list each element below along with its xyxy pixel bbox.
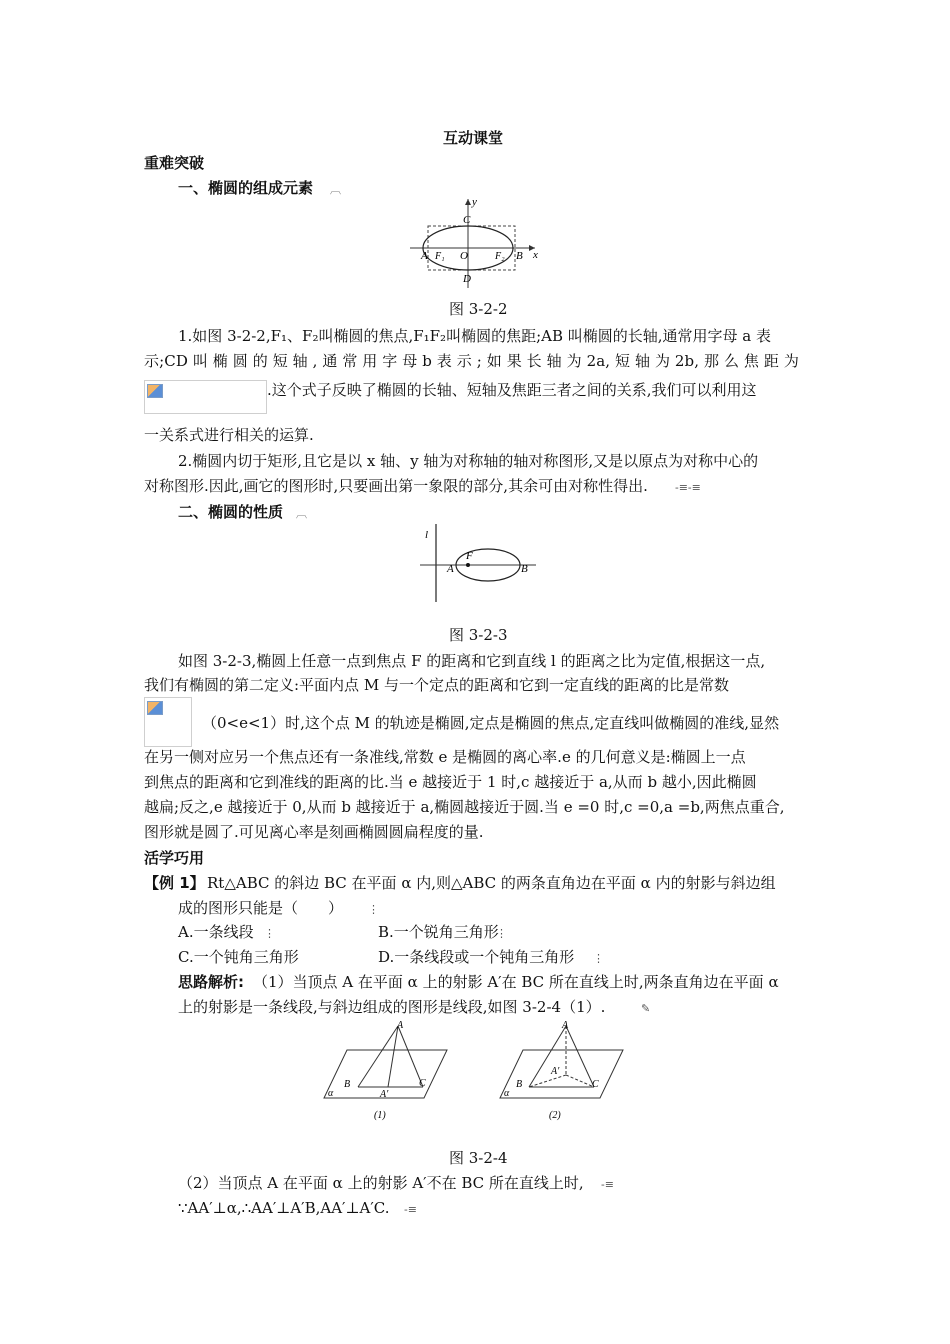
figure-caption-3-2-2: 图 3-2-2 — [449, 300, 508, 318]
fig2-label-l: l — [425, 529, 429, 541]
fig3a-label-alpha: α — [328, 1088, 334, 1099]
fig3b-label-a1: A′ — [551, 1066, 560, 1077]
paragraph-3-line-3: （0<e<1）时,这个点 M 的轨迹是椭圆,定点是椭圆的焦点,定直线叫做椭圆的准线,显然 — [202, 714, 780, 732]
paragraph-2-line-2: 对称图形.因此,画它的图形时,只要画出第一象限的部分,其余可由对称性得出. — [144, 477, 648, 495]
section-heading: 重难突破 — [144, 154, 205, 172]
analysis-line-1: （1）当顶点 A 在平面 α 上的射影 A′在 BC 所在直线上时,两条直角边在平面 α — [253, 973, 779, 991]
paragraph-mark-icon: -≡-≡ — [675, 481, 701, 494]
paragraph-mark-icon: -≡ — [404, 1203, 417, 1216]
fig1-label-y: y — [472, 196, 477, 208]
fig3a-label-b: B — [344, 1079, 351, 1090]
fig3b-label-b: B — [516, 1079, 523, 1090]
paragraph-mark-icon: ⋮ — [264, 927, 275, 940]
paragraph-1-line-4: 一关系式进行相关的运算. — [144, 426, 314, 444]
broken-image-icon — [147, 384, 163, 398]
example-1-tag: 【例 1】 — [144, 874, 205, 892]
example-1-line-1: Rt△ABC 的斜边 BC 在平面 α 内,则△ABC 的两条直角边在平面 α 内的射影与斜边组 — [207, 874, 776, 892]
paragraph-mark-icon: ︹ — [296, 507, 307, 520]
broken-image-icon — [147, 701, 163, 715]
fig1-label-x: x — [533, 249, 538, 261]
fig3b-sublabel: (2) — [549, 1110, 561, 1121]
fig1-label-a: A — [421, 250, 428, 262]
fig3b-label-a: A — [562, 1020, 569, 1031]
paragraph-4-line-2: ∵AA′⊥α,∴AA′⊥A′B,AA′⊥A′C. — [178, 1199, 390, 1217]
paragraph-mark-icon: ︹ — [330, 183, 341, 196]
paragraph-mark-icon: ✎ — [641, 1002, 651, 1015]
figure-caption-3-2-3: 图 3-2-3 — [449, 626, 508, 644]
figure-caption-3-2-4: 图 3-2-4 — [449, 1149, 508, 1167]
ellipse-figure-3-2-2 — [405, 193, 545, 293]
analysis-label: 思路解析: — [178, 973, 244, 991]
paragraph-3-line-4: 在另一侧对应另一个焦点还有一条准线,常数 e 是椭圆的离心率.e 的几何意义是:椭圆上一点 — [144, 748, 746, 766]
paragraph-3-line-2: 我们有椭圆的第二定义:平面内点 M 与一个定点的距离和它到一定直线的距离的比是常数 — [144, 676, 729, 694]
subsection-heading-1: 一、椭圆的组成元素 — [178, 179, 314, 197]
analysis-line-2: 上的射影是一条线段,与斜边组成的图形是线段,如图 3-2-4（1）. — [178, 998, 606, 1016]
option-d: D.一条线段或一个钝角三角形 — [378, 948, 575, 966]
fig2-label-f: F — [466, 550, 473, 562]
paragraph-mark-icon: ⋮ — [593, 952, 604, 965]
section-heading-practice: 活学巧用 — [144, 849, 205, 867]
fig1-label-f1: F₁ — [435, 251, 445, 262]
paragraph-1-line-1: 1.如图 3-2-2,F₁、F₂叫椭圆的焦点,F₁F₂叫椭圆的焦距;AB 叫椭圆的长轴,通常用字母 a 表 — [178, 327, 771, 345]
paragraph-mark-icon: -≡ — [601, 1178, 614, 1191]
paragraph-4-line-1: （2）当顶点 A 在平面 α 上的射影 A′不在 BC 所在直线上时, — [178, 1174, 584, 1192]
fig3a-label-a1: A′ — [380, 1089, 389, 1100]
fig3b-label-c: C — [592, 1079, 599, 1090]
paragraph-2-line-1: 2.椭圆内切于矩形,且它是以 x 轴、y 轴为对称轴的轴对称图形,又是以原点为对称中心的 — [178, 452, 759, 470]
fig3a-sublabel: (1) — [374, 1110, 386, 1121]
subsection-heading-2: 二、椭圆的性质 — [178, 503, 284, 521]
option-c: C.一个钝角三角形 — [178, 948, 299, 966]
fig1-label-o: O — [460, 250, 468, 262]
option-a: A.一条线段 — [178, 923, 254, 941]
fig3b-label-alpha: α — [504, 1088, 510, 1099]
fig3a-label-c: C — [419, 1078, 426, 1089]
paragraph-mark-icon: ⋮ — [496, 927, 507, 940]
paragraph-mark-icon: ⋮ — [368, 903, 379, 916]
projection-figure-2 — [496, 1018, 628, 1126]
paragraph-3-line-1: 如图 3-2-3,椭圆上任意一点到焦点 F 的距离和它到直线 l 的距离之比为定值,根据这一点, — [178, 652, 766, 670]
paragraph-1-line-2: 示;CD 叫 椭 圆 的 短 轴 , 通 常 用 字 母 b 表 示 ; 如 果 长 轴 为 2a, 短 轴 为 2b, 那 么 焦 距 为 — [144, 352, 799, 370]
paragraph-3-line-5: 到焦点的距离和它到准线的距离的比.当 e 越接近于 1 时,c 越接近于 a,从而 b 越小,因此椭圆 — [144, 773, 757, 791]
fig1-label-b: B — [516, 250, 523, 262]
example-1-line-2: 成的图形只能是（ ） — [178, 899, 344, 917]
ellipse-figure-3-2-3 — [418, 522, 538, 604]
formula-image-placeholder — [144, 697, 192, 747]
fig3a-label-a: A — [397, 1020, 404, 1031]
page-title: 互动课堂 — [443, 129, 504, 147]
fig2-label-b: B — [521, 563, 528, 575]
projection-figure-1 — [320, 1018, 450, 1126]
fig1-label-f2: F₂ — [495, 251, 505, 262]
formula-image-placeholder — [144, 380, 267, 414]
paragraph-3-line-7: 图形就是圆了.可见离心率是刻画椭圆圆扁程度的量. — [144, 823, 484, 841]
fig2-label-a: A — [447, 563, 454, 575]
paragraph-3-line-6: 越扁;反之,e 越接近于 0,从而 b 越接近于 a,椭圆越接近于圆.当 e =0 时,c =0,a =b,两焦点重合, — [144, 798, 785, 816]
fig1-label-d: D — [463, 273, 471, 285]
paragraph-1-line-3: .这个式子反映了椭圆的长轴、短轴及焦距三者之间的关系,我们可以利用这 — [267, 381, 757, 399]
fig1-label-c: C — [463, 214, 471, 226]
option-b: B.一个锐角三角形 — [378, 923, 499, 941]
